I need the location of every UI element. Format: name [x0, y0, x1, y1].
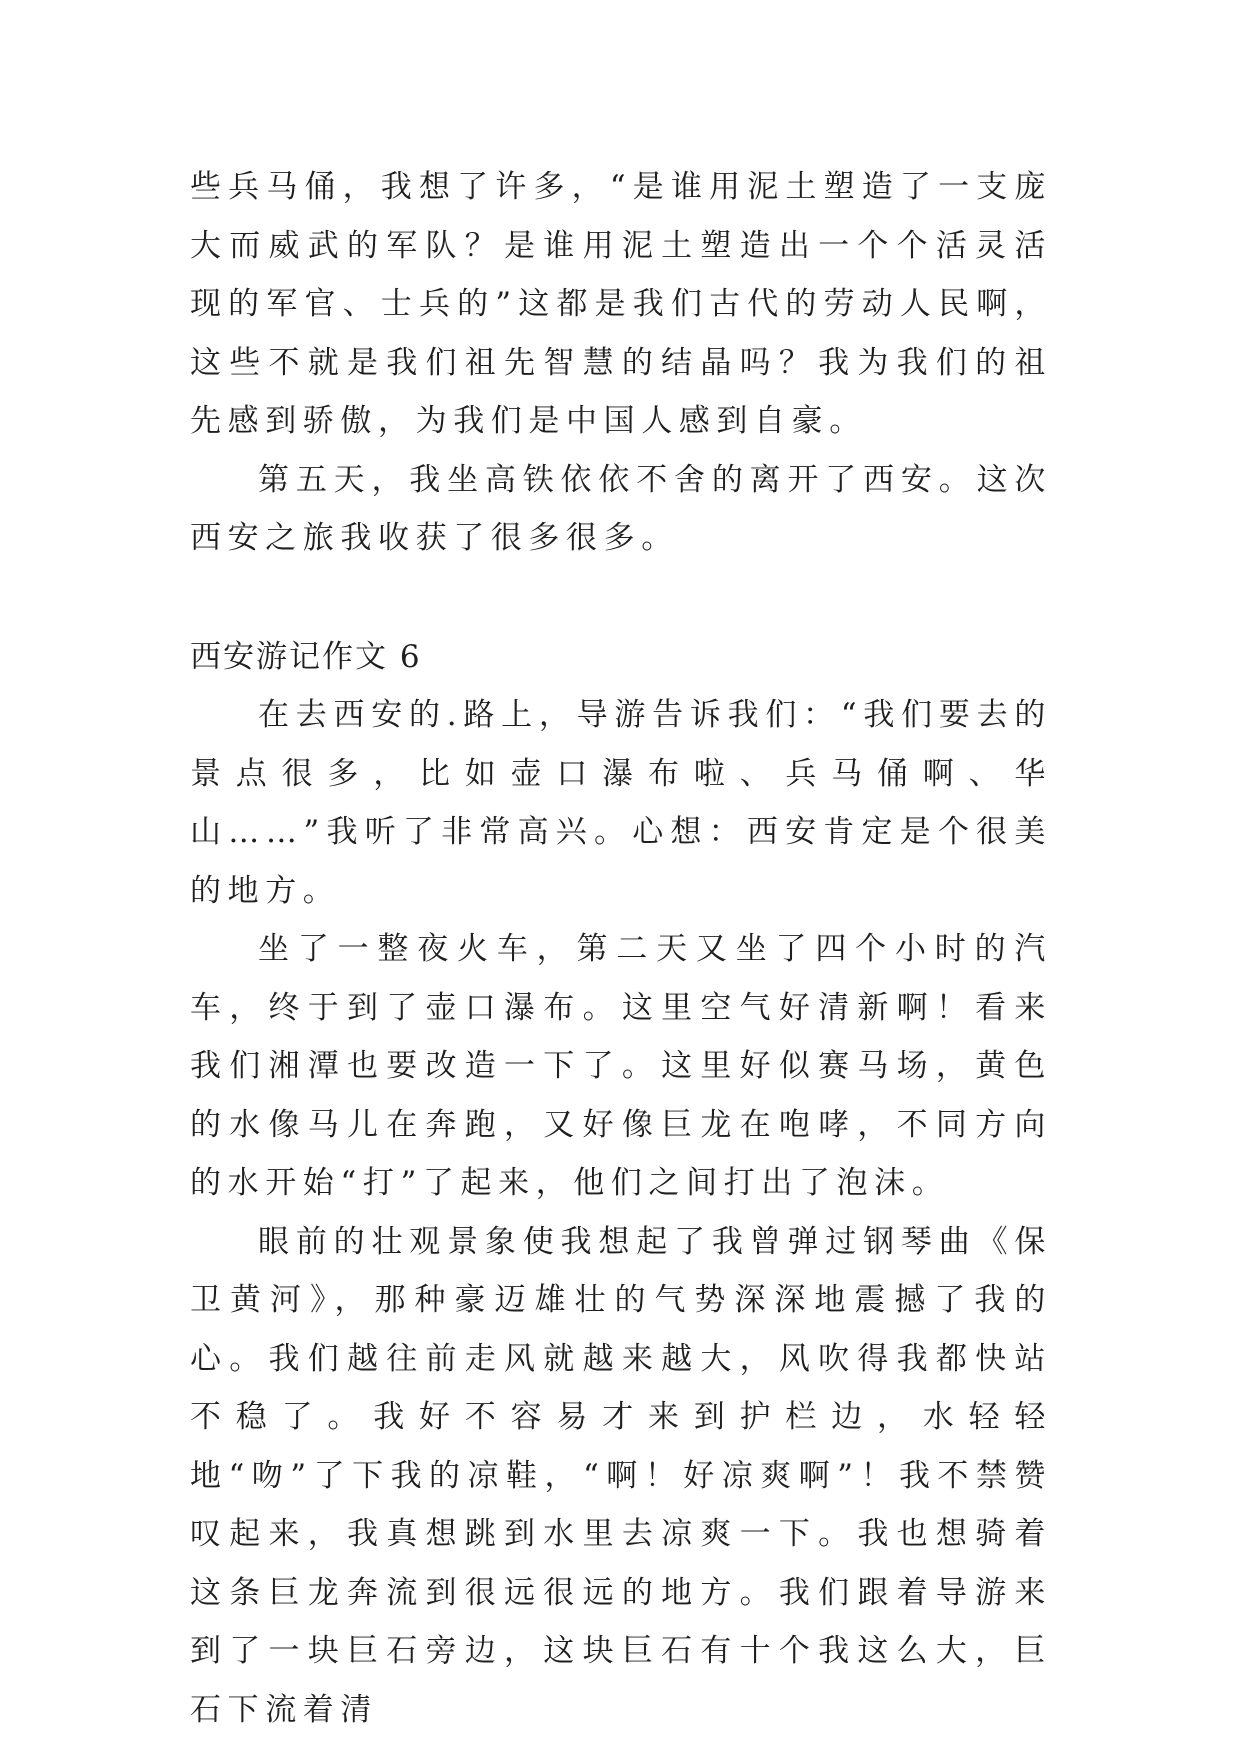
paragraph-continued: 些兵马俑，我想了许多，“是谁用泥土塑造了一支庞大而威武的军队？是谁用泥土塑造出一个个活灵活现的军官、士兵的”这都是我们古代的劳动人民啊，这些不就是我们祖先智慧的结晶吗？我为我们的祖先感到骄傲，为我们是中国人感到自豪。	[190, 169, 1052, 439]
paragraph-intro: 在去西安的.路上，导游告诉我们：“我们要去的景点很多，比如壶口瀑布啦、兵马俑啊、华山……”我听了非常高兴。心想：西安肯定是个很美的地方。	[190, 697, 1052, 909]
section-gap	[190, 568, 1052, 628]
paragraph-scenery: 眼前的壮观景象使我想起了我曾弹过钢琴曲《保卫黄河》，那种豪迈雄壮的气势深深地震撼了我的心。我们越往前走风就越来越大，风吹得我都快站不稳了。我好不容易才来到护栏边，水轻轻地“吻”了下我的凉鞋，“啊！好凉爽啊”！我不禁赞叹起来，我真想跳到水里去凉爽一下。我也想骑着这条巨龙奔流到很远很远的地方。我们跟着导游来到了一块巨石旁边，这块巨石有十个我这么大，巨石下流着清	[190, 1223, 1052, 1728]
paragraph-day-five: 第五天，我坐高铁依依不舍的离开了西安。这次西安之旅我收获了很多很多。	[190, 461, 1052, 556]
paragraph-waterfall: 坐了一整夜火车，第二天又坐了四个小时的汽车，终于到了壶口瀑布。这里空气好清新啊！看来我们湘潭也要改造一下了。这里好似赛马场，黄色的水像马儿在奔跑，又好像巨龙在咆哮，不同方向的水开始“打”了起来，他们之间打出了泡沫。	[190, 931, 1052, 1201]
document-body	[190, 158, 1052, 1739]
section-heading: 西安游记作文 6	[190, 638, 422, 675]
